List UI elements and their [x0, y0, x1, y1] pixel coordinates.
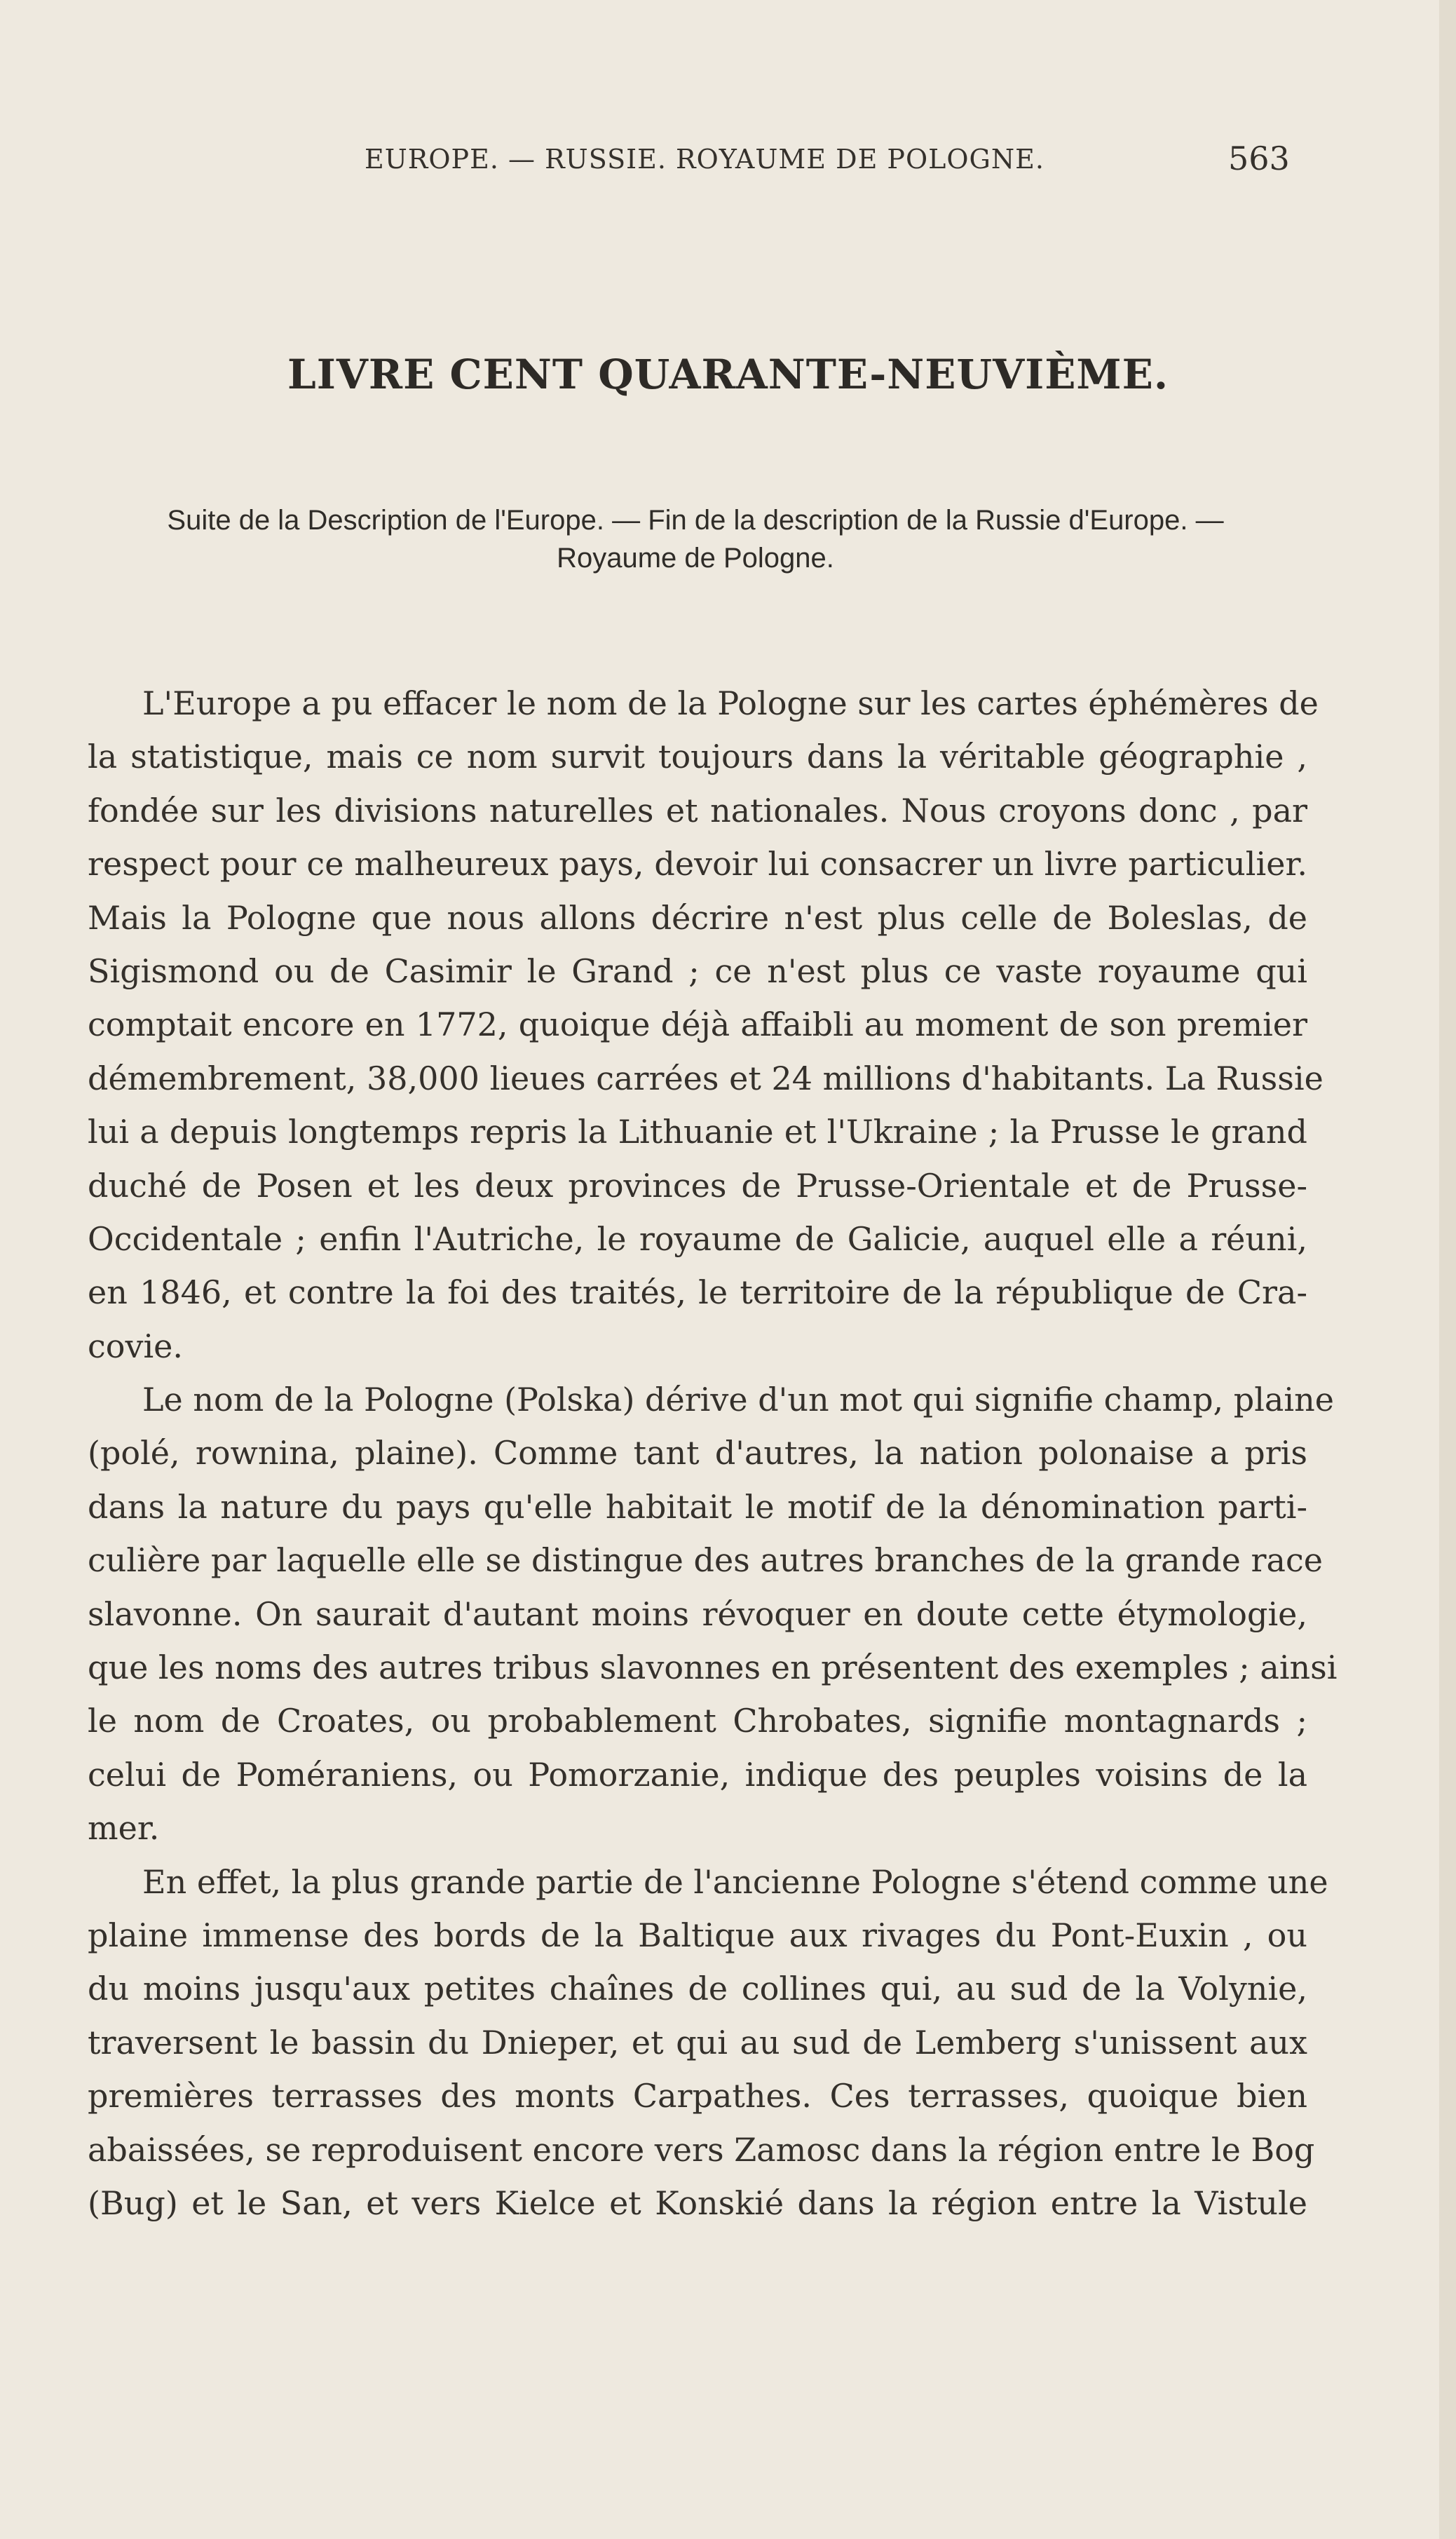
text-line: duché de Posen et les deux provinces de Prusse-Orientale et de Prusse- — [88, 1166, 1307, 1205]
text-line: premières terrasses des monts Carpathes. Ces terrasses, quoique bien — [88, 2077, 1307, 2115]
text-line: respect pour ce malheureux pays, devoir lui consacrer un livre particulier. — [88, 845, 1307, 883]
text-line: En effet, la plus grande partie de l'ancienne Pologne s'étend comme une — [142, 1862, 1328, 1901]
text-line: dans la nature du pays qu'elle habitait le motif de la dénomination parti- — [88, 1487, 1307, 1526]
text-line: (polé, rownina, plaine). Comme tant d'autres, la nation polonaise a pris — [88, 1434, 1307, 1472]
text-line: du moins jusqu'aux petites chaînes de collines qui, au sud de la Volynie, — [88, 1970, 1307, 2008]
text-line: lui a depuis longtemps repris la Lithuanie et l'Ukraine ; la Prusse le grand — [88, 1113, 1307, 1151]
page-number: 563 — [1228, 140, 1290, 177]
summary-line: Suite de la Description de l'Europe. — Fin de la description de la Russie d'Europe. — — [167, 505, 1224, 536]
text-line: L'Europe a pu effacer le nom de la Pologne sur les cartes éphémères de — [142, 684, 1319, 722]
text-line: démembrement, 38,000 lieues carrées et 24 millions d'habitants. La Russie — [88, 1059, 1324, 1097]
text-line: abaissées, se reproduisent encore vers Zamosc dans la région entre le Bog — [88, 2130, 1315, 2169]
page-edge — [1439, 0, 1456, 2539]
running-head: EUROPE. — RUSSIE. ROYAUME DE POLOGNE. — [365, 144, 1045, 175]
text-line: comptait encore en 1772, quoique déjà affaibli au moment de son premier — [88, 1006, 1307, 1044]
text-line: Mais la Pologne que nous allons décrire n'est plus celle de Boleslas, de — [88, 898, 1307, 937]
text-line: fondée sur les divisions naturelles et nationales. Nous croyons donc , par — [88, 791, 1307, 830]
page-header — [0, 140, 1456, 186]
summary-line: Royaume de Pologne. — [557, 543, 834, 574]
text-line: mer. — [88, 1809, 160, 1848]
text-line: Occidentale ; enfin l'Autriche, le royaume de Galicie, auquel elle a réuni, — [88, 1219, 1307, 1258]
text-line: Sigismond ou de Casimir le Grand ; ce n'est plus ce vaste royaume qui — [88, 952, 1307, 990]
text-line: covie. — [88, 1327, 184, 1365]
text-line: traversent le bassin du Dnieper, et qui au sud de Lemberg s'unissent aux — [88, 2023, 1307, 2061]
text-line: celui de Poméraniens, ou Pomorzanie, indique des peuples voisins de la — [88, 1755, 1307, 1794]
chapter-summary — [94, 501, 1297, 577]
text-line: slavonne. On saurait d'autant moins révoquer en doute cette étymologie, — [88, 1595, 1307, 1633]
text-line: Le nom de la Pologne (Polska) dérive d'un mot qui signifie champ, plaine — [142, 1381, 1334, 1419]
text-line: que les noms des autres tribus slavonnes en présentent des exemples ; ainsi — [88, 1648, 1338, 1687]
book-title: LIVRE CENT QUARANTE-NEUVIÈME. — [287, 351, 1169, 398]
text-line: en 1846, et contre la foi des traités, le territoire de la république de Cra- — [88, 1273, 1307, 1312]
text-line: culière par laquelle elle se distingue des autres branches de la grande race — [88, 1541, 1323, 1580]
text-line: plaine immense des bords de la Baltique aux rivages du Pont-Euxin , ou — [88, 1916, 1307, 1954]
text-line: (Bug) et le San, et vers Kielce et Konskié dans la région entre la Vistule — [88, 2183, 1307, 2222]
text-line: le nom de Croates, ou probablement Chrobates, signifie montagnards ; — [88, 1702, 1307, 1740]
text-line: la statistique, mais ce nom survit toujours dans la véritable géographie , — [88, 738, 1307, 776]
body-text — [88, 677, 1338, 2230]
